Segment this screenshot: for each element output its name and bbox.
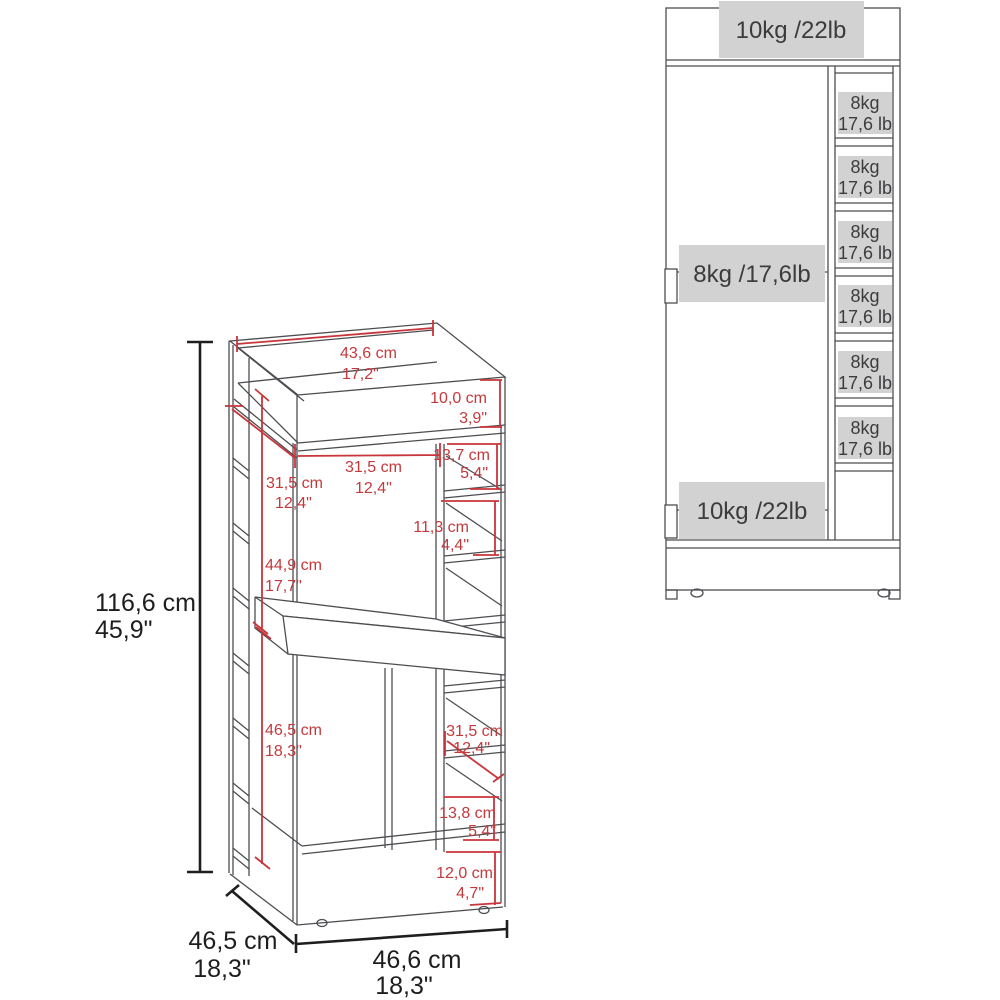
foot-left: [666, 590, 677, 599]
bottle-cell-6: [838, 417, 892, 459]
dim-side-cell-top-cm: 13,7 cm: [433, 447, 490, 464]
dim-side-cell-second-in: 4,4": [441, 537, 469, 554]
dim-upper-section-height-in: 17,7": [265, 578, 302, 595]
dim-top-depth: [430, 380, 502, 427]
dim-total-height: [95, 342, 213, 872]
dim-side-cell-bottom-cm: 13,8 cm: [439, 805, 496, 822]
dim-lower-section-height-in: 18,3": [265, 743, 302, 760]
dim-base-height-cm: 12,0 cm: [436, 865, 493, 882]
capacity-bottom-shelf: [679, 482, 825, 539]
dim-base-height-in: 4,7": [456, 885, 484, 902]
door-handle-bottom: [665, 505, 677, 538]
dim-middle-inner-width-cm: 31,5 cm: [345, 459, 402, 476]
dim-middle-inner-width-in: 12,4": [355, 480, 392, 497]
bottle-cell-1: [838, 92, 892, 134]
dim-bottle-cell-diagonal-in: 12,4": [453, 740, 490, 757]
capacity-middle-shelf: [679, 245, 825, 302]
capacity-bottom-label: 10kg /22lb: [696, 498, 808, 525]
bottle-cell-4: [838, 285, 892, 327]
bottle-cell-6-lb: 17,6 lb: [837, 439, 893, 459]
side-slats: [233, 458, 249, 869]
bottle-cell-5: [838, 351, 892, 393]
dim-side-cell-bottom-in: 5,4": [468, 823, 496, 840]
dim-top-depth-in: 3,9": [459, 410, 487, 427]
bottle-cell-5-lb: 17,6 lb: [837, 373, 893, 393]
dim-side-cell-top-in: 5,4": [460, 465, 488, 482]
bottle-cell-2-kg: 8kg: [850, 157, 880, 177]
dim-lower-section-height: [255, 634, 322, 869]
dim-width-in: 18,3": [375, 972, 433, 1000]
capacity-top-label: 10kg /22lb: [735, 17, 847, 44]
dim-total-height-in: 45,9": [95, 616, 153, 644]
capacity-top-shelf: [719, 1, 864, 58]
capacity-front-view: [665, 1, 900, 599]
dim-total-height-cm: 116,6 cm: [95, 589, 196, 617]
bottle-cell-2-lb: 17,6 lb: [837, 178, 893, 198]
dim-base-height: [436, 852, 501, 905]
dim-top-width-in: 17,2": [342, 366, 379, 383]
bottle-cell-1-lb: 17,6 lb: [837, 114, 893, 134]
dim-lower-section-height-cm: 46,5 cm: [265, 722, 322, 739]
dim-upper-section-height-cm: 44,9 cm: [265, 557, 322, 574]
bottle-cell-3: [838, 221, 892, 263]
dim-top-depth-cm: 10,0 cm: [430, 390, 487, 407]
dim-left-inner-depth-in: 12,4": [275, 495, 312, 512]
bottle-cell-4-kg: 8kg: [850, 286, 880, 306]
cabinet-foot-right: [479, 907, 489, 914]
lower-divider: [385, 668, 392, 850]
dim-side-cell-top: [433, 444, 501, 489]
capacity-middle-label: 8kg /17,6lb: [693, 261, 811, 288]
dim-top-width: [237, 320, 433, 383]
door-handle-top: [665, 269, 677, 303]
bottle-cell-1-kg: 8kg: [850, 93, 880, 113]
dim-depth-in: 18,3": [193, 955, 251, 983]
bottle-cell-3-lb: 17,6 lb: [837, 243, 893, 263]
bottle-cell-3-kg: 8kg: [850, 222, 880, 242]
dim-top-width-cm: 43,6 cm: [340, 345, 397, 362]
dim-left-inner-depth-cm: 31,5 cm: [266, 475, 323, 492]
isometric-cabinet-view: [95, 320, 507, 1000]
dim-depth-cm: 46,5 cm: [188, 927, 278, 955]
dim-side-cell-second-cm: 11,3 cm: [413, 519, 469, 536]
dim-bottle-cell-diagonal-cm: 31,5 cm: [446, 723, 503, 740]
bottle-cell-4-lb: 17,6 lb: [837, 307, 893, 327]
dim-left-inner-depth: [225, 406, 323, 512]
dim-side-cell-bottom: [439, 797, 499, 840]
dim-width: [296, 920, 507, 1000]
dim-depth: [189, 885, 294, 983]
bottle-cell-6-kg: 8kg: [850, 418, 880, 438]
bottle-cell-5-kg: 8kg: [850, 352, 880, 372]
bottle-cell-2: [838, 156, 892, 198]
foot-right: [889, 590, 900, 599]
dim-width-cm: 46,6 cm: [372, 946, 462, 974]
